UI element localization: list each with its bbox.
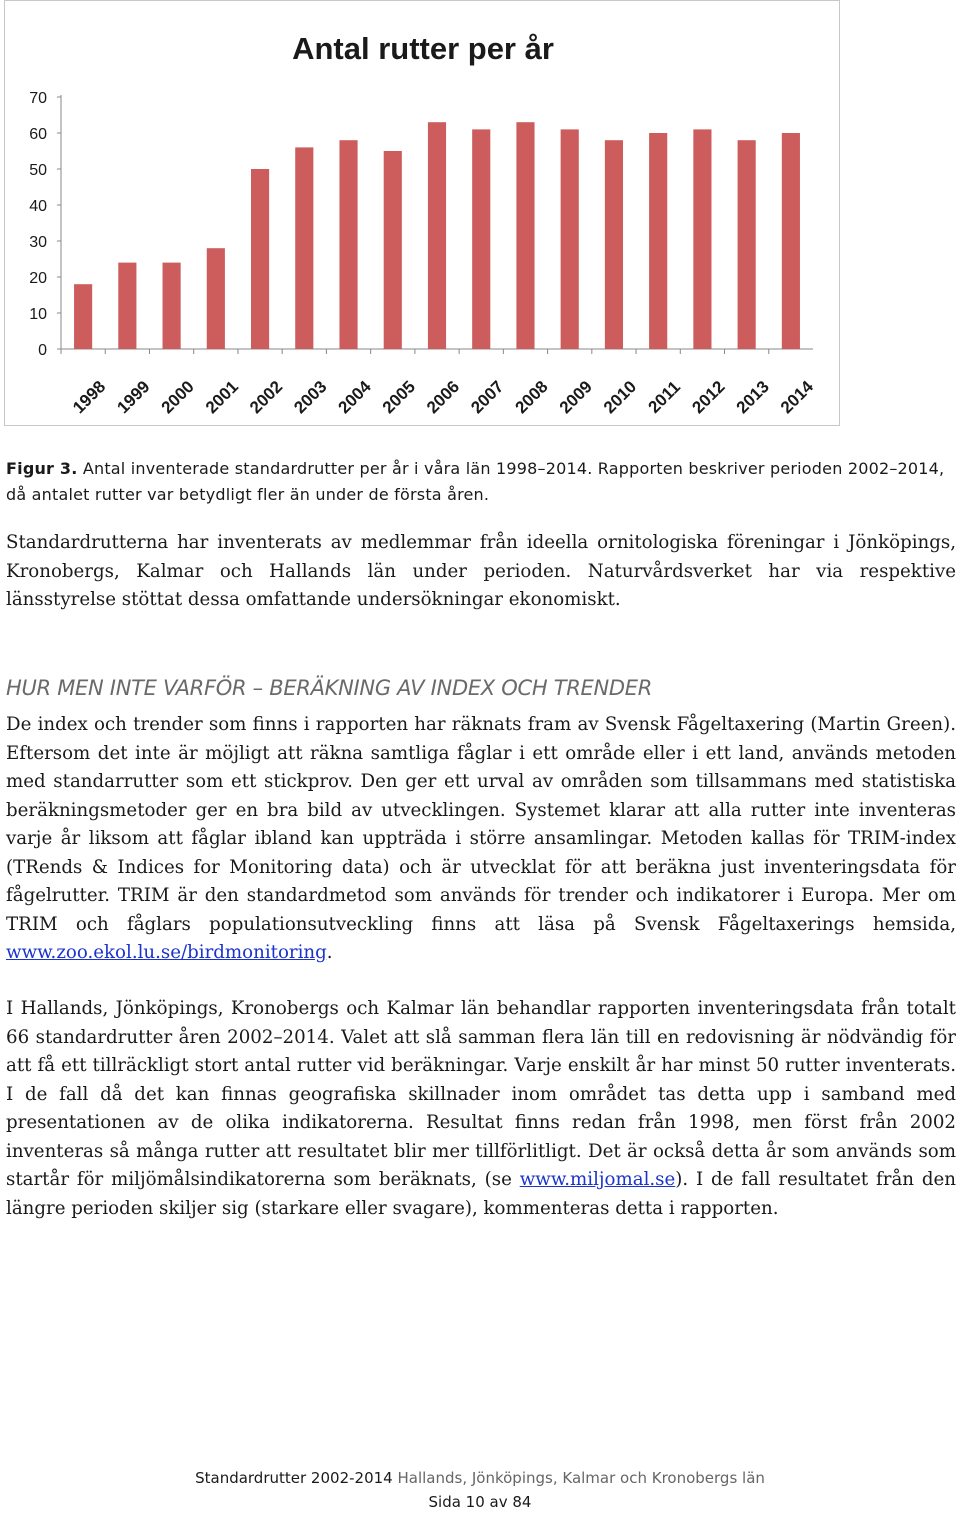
bar-2009 (561, 129, 579, 349)
y-tick-label: 70 (29, 90, 47, 107)
footer-report-title: Standardrutter 2002-2014 (195, 1469, 393, 1487)
x-tick-label: 1999 (113, 377, 154, 418)
bars (74, 122, 800, 349)
x-tick-label: 2008 (511, 377, 552, 418)
paragraph-data-text: I Hallands, Jönköpings, Kronobergs och Kalmar län behandlar rapporten inventeringsdata från totalt 66 standardrutter åren 2002–2014. Valet att slå samman flera län till en redovisning är nödvändig för att få ett tillräckligt stort antal rutter vid beräkningar. Varje enskilt år har minst 50 rutter inventerats. I de fall då det kan finnas geografiska skillnader inom området tas detta upp i samband med presentationen av de olika indikatorerna. Resultat finns redan från 1998, men först från 2002 inventeras så många rutter att resultatet blir mer tillförlitligt. Det är också detta år som används som startår för miljömålsindikatorerna som beräknats, (se (6, 998, 956, 1190)
x-tick-label: 2002 (246, 377, 287, 418)
x-tick-label: 2013 (732, 377, 773, 418)
bar-2004 (339, 140, 357, 349)
x-tick-label: 2001 (201, 377, 243, 418)
bar-2000 (163, 263, 181, 349)
x-tick-label: 2004 (334, 377, 375, 418)
miljomal-link[interactable]: www.miljomal.se (519, 1169, 676, 1190)
x-axis-labels (61, 349, 817, 417)
x-tick-label: 2012 (688, 377, 729, 418)
chart-figure (4, 0, 840, 426)
x-tick-label: 2007 (467, 377, 508, 418)
paragraph-data (6, 995, 956, 1223)
bar-1999 (118, 263, 136, 349)
bar-2001 (207, 248, 225, 349)
x-tick-label: 2011 (644, 377, 685, 417)
x-tick-label: 2006 (423, 377, 464, 418)
figure-caption (6, 456, 956, 508)
y-tick-label: 0 (38, 342, 47, 359)
x-tick-label: 2014 (776, 377, 818, 418)
x-tick-label: 2010 (599, 377, 641, 418)
bar-2010 (605, 140, 623, 349)
paragraph-intro-text: Standardrutterna har inventerats av medlemmar från ideella ornitologiska föreningar i Jönköpings, Kronobergs, Kalmar och Hallands län under perioden. Naturvårdsverket har via respektive länsstyrelse stöttat dessa omfattande undersökningar ekonomiskt. (6, 532, 956, 610)
footer-counties: Hallands, Jönköpings, Kalmar och Kronobergs län (397, 1469, 765, 1487)
bar-2007 (472, 129, 490, 349)
y-tick-label: 50 (29, 162, 47, 179)
y-tick-label: 60 (29, 126, 47, 143)
paragraph-method-text: De index och trender som finns i rapporten har räknats fram av Svensk Fågeltaxering (Martin Green). Eftersom det inte är möjligt att räkna samtliga fåglar i ett område eller i ett land, används metoden med standarrutter som ett stickprov. Den ger ett urval av områden som tillsammans med statistiska beräkningsmetoder ger en bra bild av utvecklingen. Systemet klarar att alla rutter inte inventeras varje år liksom att fåglar ibland kan uppträda i större ansamlingar. Metoden kallas för TRIM-index (TRends & Indices for Monitoring data) och är utvecklat för att beräkna just inventeringsdata för fågelrutter. TRIM är den standardmetod som används för trender och indikatorer i Europa. Mer om TRIM och fåglars populationsutveckling finns att läsa på Svensk Fågeltaxerings hemsida, (6, 714, 956, 935)
page-footer (0, 1469, 960, 1487)
y-tick-label: 10 (29, 306, 47, 323)
bar-2012 (693, 129, 711, 349)
paragraph-intro (6, 529, 956, 615)
x-tick-label: 2003 (290, 377, 331, 418)
chart-title: Antal rutter per år (292, 31, 554, 66)
x-tick-label: 1998 (69, 377, 110, 418)
x-tick-label: 2009 (555, 377, 596, 418)
section-heading: HUR MEN INTE VARFÖR – BERÄKNING AV INDEX OCH TRENDER (6, 676, 653, 700)
x-tick-label: 2000 (157, 377, 198, 418)
paragraph-method (6, 711, 956, 968)
bar-2011 (649, 133, 667, 349)
bar-2005 (384, 151, 402, 349)
y-tick-label: 40 (29, 198, 47, 215)
bar-2013 (738, 140, 756, 349)
bar-chart (5, 1, 841, 427)
bar-2003 (295, 147, 313, 349)
birdmonitoring-link[interactable]: www.zoo.ekol.lu.se/birdmonitoring (6, 942, 327, 963)
y-tick-label: 30 (29, 234, 47, 251)
page-number: Sida 10 av 84 (428, 1493, 532, 1511)
bar-2008 (516, 122, 534, 349)
paragraph-method-end: . (326, 942, 333, 963)
y-tick-label: 20 (29, 270, 47, 287)
bar-2014 (782, 133, 800, 349)
bar-1998 (74, 284, 92, 349)
x-tick-label: 2005 (378, 377, 419, 418)
paragraph-data-end: ). I de fall resultatet från den längre perioden skiljer sig (starkare eller svagare), kommenteras detta i rapporten. (6, 1169, 956, 1219)
caption-label: Figur 3. (6, 459, 78, 478)
caption-text: Antal inventerade standardrutter per år i våra län 1998–2014. Rapporten beskriver perioden 2002–2014, då antalet rutter var betydligt fler än under de första åren. (6, 459, 945, 504)
bar-2006 (428, 122, 446, 349)
bar-2002 (251, 169, 269, 349)
